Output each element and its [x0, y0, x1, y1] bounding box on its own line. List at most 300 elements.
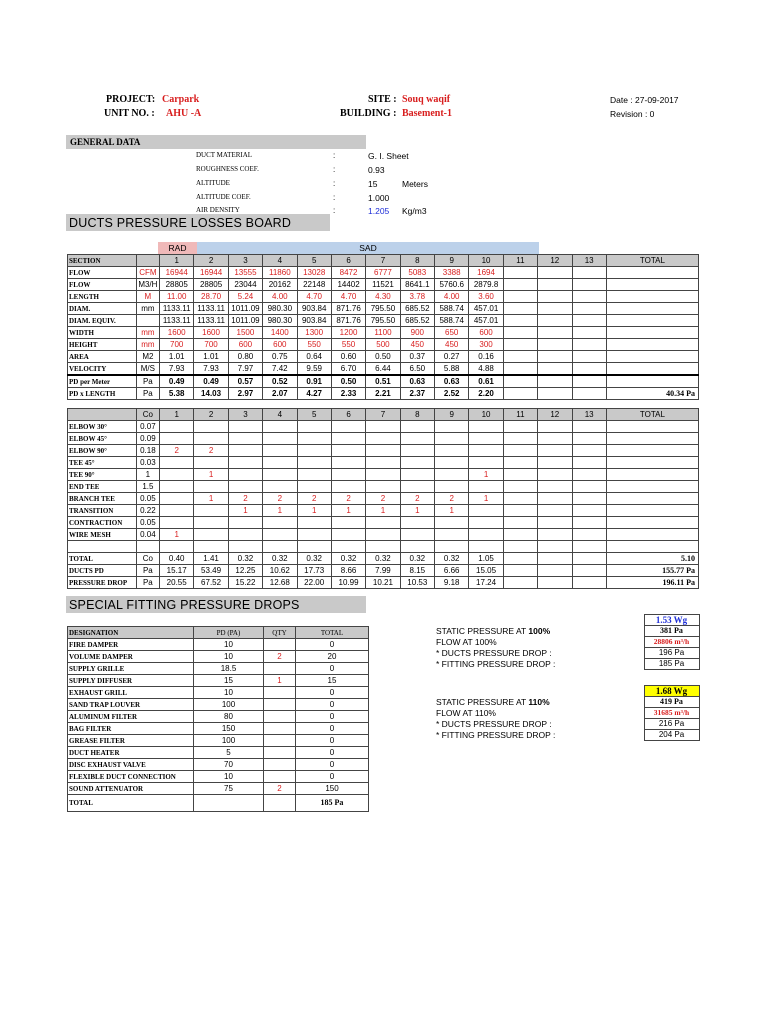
section-label: SECTION — [68, 255, 137, 267]
total-header: TOTAL — [606, 409, 698, 421]
row-label: PD x LENGTH — [68, 388, 137, 400]
total-row-cell: 17.73 — [297, 565, 331, 577]
fitting-cell: 1 — [435, 505, 469, 517]
special-qty — [264, 735, 296, 747]
section-number: 9 — [435, 255, 469, 267]
ducts-cell — [503, 351, 537, 363]
special-header: QTY — [264, 627, 296, 639]
total-row-cell — [572, 565, 606, 577]
fitting-cell — [503, 445, 537, 457]
ducts-cell: 13028 — [297, 267, 331, 279]
row-label: VELOCITY — [68, 363, 137, 376]
ducts-cell — [503, 339, 537, 351]
ducts-cell: 600 — [263, 339, 297, 351]
ducts-cell: 300 — [469, 339, 503, 351]
fitting-cell: 2 — [297, 493, 331, 505]
ducts-cell: 6.50 — [400, 363, 434, 376]
ducts-cell: 16944 — [160, 267, 194, 279]
fitting-co: 0.05 — [136, 517, 159, 529]
fitting-cell — [435, 469, 469, 481]
total-row-cell: 15.22 — [228, 577, 262, 589]
fitting-total — [606, 457, 698, 469]
fitting-cell — [366, 445, 400, 457]
row-label: AREA — [68, 351, 137, 363]
special-total-label: TOTAL — [68, 795, 194, 812]
section-number: 6 — [331, 255, 365, 267]
fitting-cell — [263, 529, 297, 541]
row-unit: Pa — [136, 375, 159, 388]
special-qty: 1 — [264, 675, 296, 687]
fittings-corner — [68, 409, 137, 421]
total-row-unit: Pa — [136, 577, 159, 589]
ducts-cell — [538, 388, 572, 400]
ducts-cell: 14402 — [331, 279, 365, 291]
ducts-cell: 1400 — [263, 327, 297, 339]
summary-row — [434, 626, 699, 637]
total-row-cell: 7.99 — [366, 565, 400, 577]
ducts-cell: 0.49 — [194, 375, 228, 388]
total-row-cell: 10.99 — [331, 577, 365, 589]
row-label: DIAM. — [68, 303, 137, 315]
fitting-cell — [572, 493, 606, 505]
special-title: SPECIAL FITTING PRESSURE DROPS — [69, 598, 300, 612]
fitting-label: ELBOW 30° — [68, 421, 137, 433]
ducts-cell: 550 — [331, 339, 365, 351]
summary-value: 419 Pa — [644, 697, 699, 708]
fitting-cell — [228, 433, 262, 445]
ducts-cell: 8641.1 — [400, 279, 434, 291]
ducts-cell: 6777 — [366, 267, 400, 279]
general-row-sep: : — [333, 165, 336, 174]
fitting-cell — [160, 469, 194, 481]
special-row — [68, 723, 369, 735]
fitting-row — [68, 517, 699, 529]
ducts-cell: 1011.09 — [228, 315, 262, 327]
special-total: 20 — [296, 651, 369, 663]
ducts-cell — [538, 351, 572, 363]
fitting-cell — [331, 433, 365, 445]
spacer-cell — [331, 541, 365, 553]
fitting-cell — [469, 457, 503, 469]
ducts-row — [68, 351, 699, 363]
row-total — [606, 327, 698, 339]
section-number: 4 — [263, 255, 297, 267]
special-row — [68, 663, 369, 675]
general-row-unit: Kg/m3 — [402, 206, 427, 216]
sad-label: SAD — [197, 242, 539, 254]
fitting-cell — [263, 433, 297, 445]
fitting-cell — [538, 505, 572, 517]
fitting-co: 0.05 — [136, 493, 159, 505]
summary-label: * DUCTS PRESSURE DROP : — [436, 719, 552, 729]
summary-value: 381 Pa — [644, 626, 699, 637]
ducts-cell — [538, 315, 572, 327]
summary-110-table — [434, 685, 700, 741]
fitting-cell — [194, 481, 228, 493]
ducts-cell: 600 — [228, 339, 262, 351]
fitting-cell — [160, 421, 194, 433]
fitting-label: BRANCH TEE — [68, 493, 137, 505]
row-label: PD per Meter — [68, 375, 137, 388]
fittings-total-row — [68, 577, 699, 589]
ducts-row — [68, 279, 699, 291]
special-row — [68, 711, 369, 723]
fitting-row — [68, 433, 699, 445]
row-total — [606, 339, 698, 351]
ducts-cell: 6.44 — [366, 363, 400, 376]
total-row-cell: 53.49 — [194, 565, 228, 577]
total-row-cell: 17.24 — [469, 577, 503, 589]
special-pd: 80 — [194, 711, 264, 723]
fitting-total — [606, 481, 698, 493]
section-number: 3 — [228, 409, 262, 421]
general-row-label: DUCT MATERIAL — [196, 151, 253, 159]
section-number: 12 — [538, 255, 572, 267]
fitting-cell — [228, 421, 262, 433]
section-number: 12 — [538, 409, 572, 421]
ducts-cell — [503, 315, 537, 327]
summary-100-table — [434, 614, 700, 670]
fitting-row — [68, 505, 699, 517]
ducts-cell: 588.74 — [435, 303, 469, 315]
fitting-total — [606, 529, 698, 541]
ducts-header-row — [68, 255, 699, 267]
fitting-cell — [538, 517, 572, 529]
ducts-title: DUCTS PRESSURE LOSSES BOARD — [69, 216, 292, 230]
ducts-cell: 0.51 — [366, 375, 400, 388]
fitting-cell: 2 — [263, 493, 297, 505]
row-unit: M — [136, 291, 159, 303]
summary-value: 28806 m³/h — [644, 637, 699, 648]
fitting-cell: 2 — [400, 493, 434, 505]
general-row-value: 1.000 — [368, 193, 390, 203]
fitting-cell — [331, 445, 365, 457]
total-row-label: TOTAL — [68, 553, 137, 565]
fitting-cell: 1 — [194, 493, 228, 505]
fitting-cell — [297, 421, 331, 433]
fitting-cell — [538, 481, 572, 493]
fitting-cell — [263, 421, 297, 433]
total-row-cell — [572, 553, 606, 565]
ducts-cell: 457.01 — [469, 303, 503, 315]
fitting-cell: 1 — [331, 505, 365, 517]
ducts-cell: 3.78 — [400, 291, 434, 303]
fitting-cell — [366, 433, 400, 445]
special-total: 0 — [296, 699, 369, 711]
fitting-cell — [366, 481, 400, 493]
ducts-cell: 1133.11 — [160, 315, 194, 327]
ducts-cell — [572, 303, 606, 315]
fitting-cell — [435, 517, 469, 529]
ducts-cell: 0.75 — [263, 351, 297, 363]
fitting-cell — [400, 421, 434, 433]
fitting-cell — [503, 493, 537, 505]
summary-label: * DUCTS PRESSURE DROP : — [436, 648, 552, 658]
special-pd: 18.5 — [194, 663, 264, 675]
ducts-cell: 1133.11 — [194, 303, 228, 315]
row-unit: mm — [136, 327, 159, 339]
special-fittings-table — [67, 626, 369, 812]
ducts-cell — [538, 267, 572, 279]
special-name: GREASE FILTER — [68, 735, 194, 747]
fitting-co: 0.09 — [136, 433, 159, 445]
fitting-cell — [503, 433, 537, 445]
fitting-cell — [435, 481, 469, 493]
ducts-cell: 1694 — [469, 267, 503, 279]
fitting-cell: 1 — [160, 529, 194, 541]
total-row-total: 155.77 Pa — [606, 565, 698, 577]
ducts-cell: 600 — [469, 327, 503, 339]
row-label: LENGTH — [68, 291, 137, 303]
section-number: 1 — [160, 409, 194, 421]
fitting-label: END TEE — [68, 481, 137, 493]
ducts-row — [68, 315, 699, 327]
special-pd: 10 — [194, 771, 264, 783]
ducts-cell — [538, 279, 572, 291]
special-total: 0 — [296, 639, 369, 651]
spacer-cell — [68, 541, 137, 553]
ducts-cell: 0.63 — [400, 375, 434, 388]
fitting-total — [606, 505, 698, 517]
fitting-cell — [228, 529, 262, 541]
ducts-cell: 4.30 — [366, 291, 400, 303]
fitting-cell — [228, 481, 262, 493]
fitting-cell — [228, 517, 262, 529]
co-header: Co — [136, 409, 159, 421]
special-pd: 70 — [194, 759, 264, 771]
special-total: 0 — [296, 771, 369, 783]
fitting-cell — [469, 421, 503, 433]
total-row-cell: 12.25 — [228, 565, 262, 577]
fitting-cell — [400, 457, 434, 469]
special-name: FLEXIBLE DUCT CONNECTION — [68, 771, 194, 783]
special-row — [68, 735, 369, 747]
total-row-cell: 22.00 — [297, 577, 331, 589]
section-number: 2 — [194, 255, 228, 267]
section-number: 10 — [469, 409, 503, 421]
section-number: 10 — [469, 255, 503, 267]
fitting-cell — [469, 481, 503, 493]
special-row — [68, 759, 369, 771]
ducts-cell — [503, 327, 537, 339]
special-total-value: 185 Pa — [296, 795, 369, 812]
row-label: HEIGHT — [68, 339, 137, 351]
ducts-cell: 650 — [435, 327, 469, 339]
fitting-cell: 1 — [469, 469, 503, 481]
fitting-cell — [297, 517, 331, 529]
ducts-cell: 0.49 — [160, 375, 194, 388]
fitting-cell — [194, 505, 228, 517]
general-row-label: ALTITUDE COEF. — [196, 193, 251, 201]
ducts-cell: 871.76 — [331, 303, 365, 315]
row-unit: M3/H — [136, 279, 159, 291]
fitting-cell — [331, 469, 365, 481]
ducts-cell: 0.37 — [400, 351, 434, 363]
total-row-cell: 20.55 — [160, 577, 194, 589]
fitting-cell — [194, 529, 228, 541]
ducts-cell: 1.01 — [194, 351, 228, 363]
row-total — [606, 267, 698, 279]
ducts-cell: 0.91 — [297, 375, 331, 388]
total-row-cell: 0.40 — [160, 553, 194, 565]
ducts-cell: 8472 — [331, 267, 365, 279]
ducts-cell: 2.20 — [469, 388, 503, 400]
special-pd: 10 — [194, 639, 264, 651]
summary-value: 196 Pa — [644, 648, 699, 659]
fitting-cell — [366, 469, 400, 481]
fitting-cell — [503, 457, 537, 469]
ducts-cell: 795.50 — [366, 315, 400, 327]
ducts-cell: 28.70 — [194, 291, 228, 303]
fitting-cell — [538, 457, 572, 469]
ducts-cell: 7.42 — [263, 363, 297, 376]
special-total-row — [68, 795, 369, 812]
spacer-cell — [606, 541, 698, 553]
special-row — [68, 651, 369, 663]
ducts-cell — [572, 388, 606, 400]
fitting-cell: 1 — [297, 505, 331, 517]
ducts-row — [68, 363, 699, 376]
section-number: 11 — [503, 255, 537, 267]
fitting-cell — [297, 469, 331, 481]
row-total — [606, 303, 698, 315]
total-row-cell: 10.53 — [400, 577, 434, 589]
unit-value: AHU -A — [166, 108, 202, 119]
row-label: FLOW — [68, 279, 137, 291]
general-row-label: AIR DENSITY — [196, 206, 240, 214]
ducts-cell: 4.00 — [435, 291, 469, 303]
spacer-row — [68, 541, 699, 553]
summary-row — [434, 659, 699, 670]
ducts-cell: 871.76 — [331, 315, 365, 327]
fitting-cell — [572, 445, 606, 457]
special-name: SUPPLY DIFFUSER — [68, 675, 194, 687]
fitting-cell — [366, 517, 400, 529]
ducts-cell: 1133.11 — [160, 303, 194, 315]
ducts-cell: 3.60 — [469, 291, 503, 303]
fitting-cell — [297, 433, 331, 445]
fitting-cell — [228, 457, 262, 469]
project-label: PROJECT: — [106, 94, 156, 105]
fitting-cell — [331, 457, 365, 469]
fitting-cell — [538, 469, 572, 481]
special-total: 150 — [296, 783, 369, 795]
summary-row — [434, 730, 699, 741]
fitting-row — [68, 445, 699, 457]
fitting-total — [606, 493, 698, 505]
fitting-cell — [538, 445, 572, 457]
total-row-cell — [538, 565, 572, 577]
row-unit: CFM — [136, 267, 159, 279]
fitting-total — [606, 421, 698, 433]
ducts-cell — [538, 375, 572, 388]
total-row-cell — [572, 577, 606, 589]
ducts-cell: 2.21 — [366, 388, 400, 400]
ducts-cell: 22148 — [297, 279, 331, 291]
general-row-sep: : — [333, 193, 336, 202]
ducts-cell: 980.30 — [263, 315, 297, 327]
ducts-cell: 903.84 — [297, 315, 331, 327]
fitting-cell — [160, 505, 194, 517]
fitting-cell — [503, 469, 537, 481]
ducts-cell: 6.70 — [331, 363, 365, 376]
fitting-cell — [538, 529, 572, 541]
ducts-cell: 7.93 — [194, 363, 228, 376]
ducts-cell: 685.52 — [400, 303, 434, 315]
general-row-sep: : — [333, 206, 336, 215]
total-row-cell: 15.17 — [160, 565, 194, 577]
special-name: DISC EXHAUST VALVE — [68, 759, 194, 771]
ducts-cell: 903.84 — [297, 303, 331, 315]
ducts-cell: 5.88 — [435, 363, 469, 376]
section-number: 1 — [160, 255, 194, 267]
ducts-cell: 0.64 — [297, 351, 331, 363]
total-row-unit: Pa — [136, 565, 159, 577]
fitting-total — [606, 517, 698, 529]
row-label: WIDTH — [68, 327, 137, 339]
fitting-cell — [469, 445, 503, 457]
general-row-label: ALTITUDE — [196, 179, 230, 187]
summary-row — [434, 697, 699, 708]
ducts-cell: 23044 — [228, 279, 262, 291]
fitting-co: 0.07 — [136, 421, 159, 433]
ducts-cell: 1.01 — [160, 351, 194, 363]
fittings-header-row — [68, 409, 699, 421]
special-header-row — [68, 627, 369, 639]
special-qty — [264, 723, 296, 735]
fitting-cell — [538, 493, 572, 505]
ducts-cell — [572, 339, 606, 351]
summary-label: STATIC PRESSURE AT — [436, 626, 529, 636]
fitting-row — [68, 481, 699, 493]
fitting-cell — [400, 433, 434, 445]
summary-label-bold: 110% — [528, 697, 550, 707]
fitting-cell — [366, 457, 400, 469]
special-qty — [264, 699, 296, 711]
fitting-total — [606, 469, 698, 481]
row-total — [606, 315, 698, 327]
total-row-cell: 0.32 — [435, 553, 469, 565]
ducts-row — [68, 267, 699, 279]
special-qty — [264, 747, 296, 759]
ducts-cell: 0.60 — [331, 351, 365, 363]
spacer-cell — [366, 541, 400, 553]
special-qty — [264, 687, 296, 699]
ducts-cell: 4.70 — [297, 291, 331, 303]
ducts-cell: 1133.11 — [194, 315, 228, 327]
ducts-cell: 0.27 — [435, 351, 469, 363]
special-name: SUPPLY GRILLE — [68, 663, 194, 675]
special-qty: 2 — [264, 783, 296, 795]
fitting-cell — [160, 457, 194, 469]
total-row-unit: Co — [136, 553, 159, 565]
fitting-cell — [263, 481, 297, 493]
building-label: BUILDING : — [340, 108, 397, 119]
ducts-cell — [538, 363, 572, 376]
spacer-cell — [228, 541, 262, 553]
ducts-cell: 7.93 — [160, 363, 194, 376]
special-row — [68, 783, 369, 795]
fitting-cell — [400, 517, 434, 529]
fitting-co: 0.18 — [136, 445, 159, 457]
row-unit: mm — [136, 303, 159, 315]
summary-value: 185 Pa — [644, 659, 699, 670]
fitting-row — [68, 469, 699, 481]
fitting-cell — [194, 421, 228, 433]
special-total: 0 — [296, 747, 369, 759]
general-row-value: 0.93 — [368, 165, 385, 175]
ducts-cell — [503, 388, 537, 400]
